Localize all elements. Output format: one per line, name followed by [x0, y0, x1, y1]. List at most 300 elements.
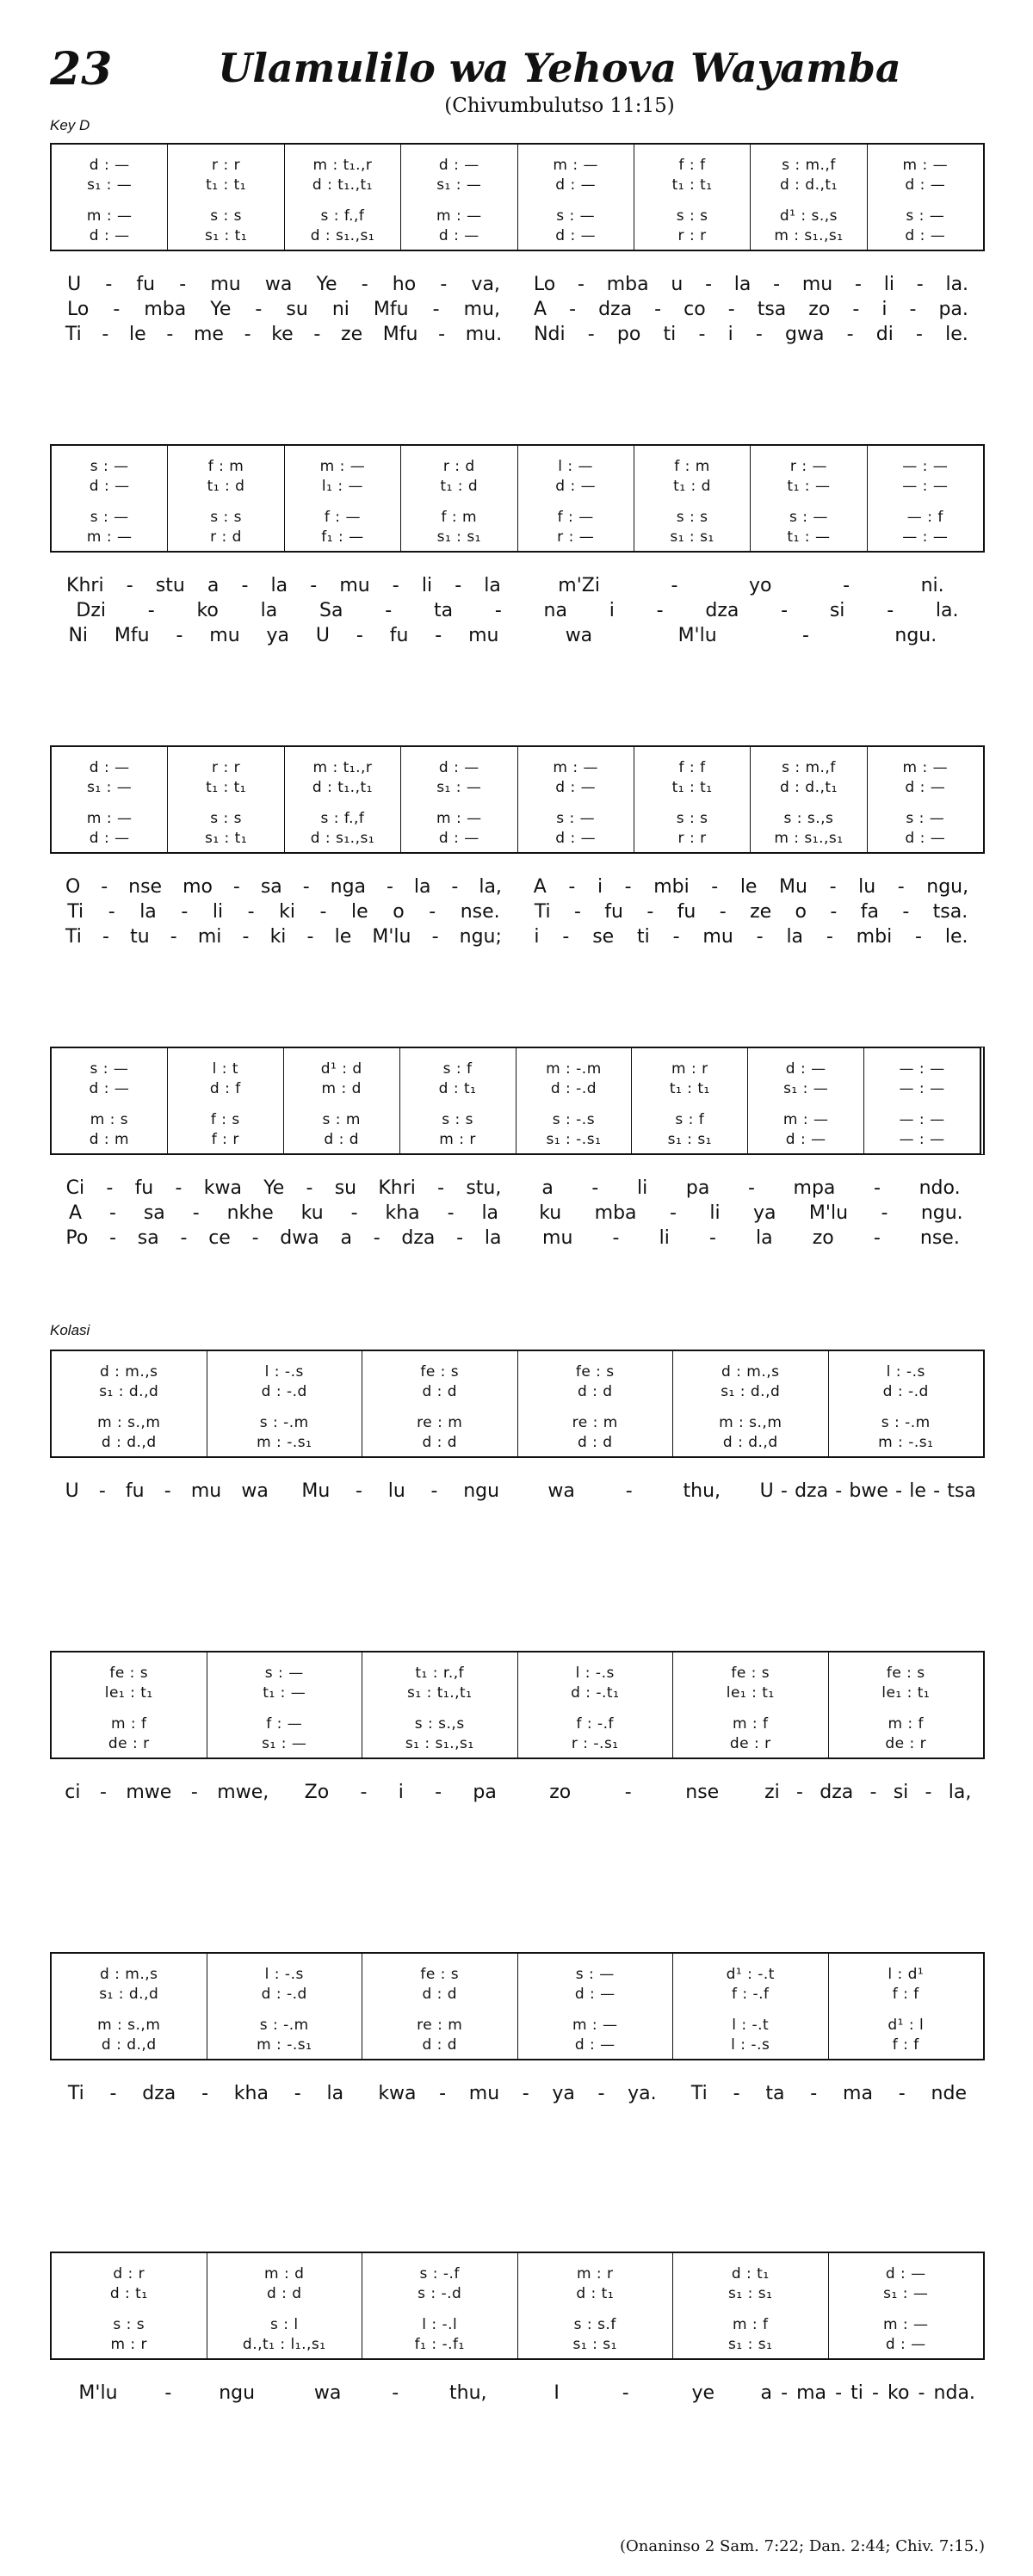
lyric-syllable: a: [340, 1227, 352, 1249]
lyrics-block: [50, 2381, 985, 2406]
voice-notes: d : —: [905, 176, 946, 194]
lyrics-block: [50, 1479, 985, 1504]
voice-notes: s₁ : —: [87, 176, 133, 194]
lyric-syllable: -: [855, 274, 862, 295]
lyric-syllable: mwe: [126, 1782, 172, 1803]
measure: [867, 747, 983, 852]
voice-notes: m : -.s₁: [878, 1433, 934, 1451]
voice-notes: s : f: [675, 1110, 705, 1128]
lyric-syllable: i: [534, 926, 540, 948]
voice-notes: m : —: [572, 2016, 618, 2034]
measure: [207, 1652, 362, 1757]
voice-notes: d : t₁: [576, 2284, 615, 2302]
voice-notes: d : —: [89, 758, 130, 776]
lyric-syllable: -: [656, 600, 664, 621]
voice-notes: d : -.t₁: [571, 1683, 620, 1702]
lyric-syllable: -: [201, 2083, 209, 2104]
lyric-syllable: ta: [765, 2083, 785, 2104]
lyric-syllable: -: [733, 2083, 740, 2104]
lyric-syllable: -: [306, 926, 314, 948]
voice-notes: s₁ : d.,d: [99, 1985, 159, 2003]
lyric-syllable: Mu: [301, 1480, 331, 1502]
lyric-syllable: le: [334, 926, 352, 948]
lyric-syllable: ke: [271, 324, 294, 345]
lyric-line: [50, 322, 985, 347]
voice-notes: fe : s: [575, 1362, 615, 1381]
lyric-syllable: -: [612, 1227, 620, 1249]
voice-notes: l : —: [558, 457, 594, 475]
lyric-line: [50, 623, 985, 648]
lyric-syllable: -: [373, 1227, 380, 1249]
lyric-syllable: kha: [233, 2083, 269, 2104]
voice-notes: s : f: [442, 1059, 473, 1078]
lyric-syllable: nse.: [460, 901, 500, 923]
lyric-syllable: nga: [330, 876, 367, 898]
lyric-syllable: ko: [888, 2382, 910, 2404]
lyric-syllable: fu: [136, 274, 156, 295]
lyric-syllable: mu: [339, 575, 370, 596]
lyric-syllable: wa: [313, 2382, 342, 2404]
voice-notes: s : —: [789, 508, 828, 526]
voice-notes: d : —: [885, 2264, 926, 2283]
voice-notes: m : —: [902, 758, 949, 776]
lyric-syllable: ki: [279, 901, 295, 923]
lyric-line: [50, 573, 985, 598]
lyric-syllable: ya: [552, 2083, 575, 2104]
lyric-syllable: -: [918, 2382, 925, 2404]
lyric-syllable: Mfu: [373, 299, 409, 320]
voice-notes: s : s: [210, 207, 242, 225]
lyric-syllable: zo: [808, 299, 831, 320]
voice-notes: d : d: [422, 2035, 458, 2054]
lyric-syllable: -: [255, 299, 263, 320]
voice-notes: r : r: [212, 758, 241, 776]
lyric-syllable: fu: [389, 625, 409, 646]
voice-notes: m : s₁.,s₁: [774, 829, 844, 847]
lyric-syllable: -: [430, 1480, 438, 1502]
lyric-syllable: Ti: [67, 901, 84, 923]
voice-notes: s₁ : s₁: [667, 1130, 712, 1148]
lyric-syllable: Ye: [263, 1177, 285, 1199]
lyric-syllable: Ti: [690, 2083, 708, 2104]
measure: [52, 446, 167, 551]
lyric-syllable: mba: [594, 1202, 637, 1224]
voice-notes: l : t: [212, 1059, 239, 1078]
lyric-syllable: -: [881, 1202, 888, 1224]
lyric-syllable: ku: [539, 1202, 562, 1224]
lyrics-block: [50, 1780, 985, 1805]
lyric-syllable: le: [129, 324, 146, 345]
voice-notes: d¹ : s.,s: [779, 207, 838, 225]
voice-notes: d : —: [438, 156, 479, 174]
lyric-syllable: -: [781, 2382, 789, 2404]
measure: [362, 1652, 517, 1757]
lyric-syllable: -: [711, 876, 719, 898]
voice-notes: f : f: [678, 156, 706, 174]
voice-notes: m : —: [553, 156, 598, 174]
lyric-syllable: mu: [801, 274, 833, 295]
lyric-syllable: Zo: [304, 1782, 330, 1803]
lyric-line: [50, 272, 985, 297]
lyric-syllable: M'lu: [78, 2382, 118, 2404]
lyric-phrase: [50, 1480, 284, 1502]
lyric-syllable: di: [875, 324, 894, 345]
lyric-syllable: la: [484, 1227, 502, 1249]
lyric-syllable: U: [759, 1480, 774, 1502]
lyric-syllable: kwa: [378, 2083, 417, 2104]
lyric-syllable: -: [192, 1202, 200, 1224]
lyric-syllable: -: [624, 876, 632, 898]
lyric-syllable: -: [719, 901, 727, 923]
voice-notes: m : -.m: [546, 1059, 602, 1078]
lyric-syllable: wa: [565, 625, 593, 646]
lyric-syllable: le: [909, 1480, 926, 1502]
lyric-syllable: -: [897, 876, 905, 898]
lyric-syllable: -: [916, 324, 923, 345]
measure: [284, 145, 400, 250]
lyric-line: [50, 1201, 985, 1226]
lyric-phrase: [517, 901, 985, 923]
lyric-syllable: -: [756, 926, 764, 948]
notation-system: [50, 143, 985, 251]
lyric-syllable: U: [67, 274, 82, 295]
measure: [362, 1954, 517, 2059]
measure: [167, 747, 283, 852]
lyric-syllable: -: [244, 324, 251, 345]
lyric-syllable: -: [455, 575, 462, 596]
lyric-syllable: -: [672, 926, 680, 948]
voice-notes: s : —: [556, 809, 596, 827]
voice-notes: s : s: [210, 508, 242, 526]
hymn-title: Ulamulilo wa Yehova Wayamba: [218, 45, 901, 91]
lyric-syllable: la,: [948, 1782, 972, 1803]
lyric-syllable: -: [871, 2382, 879, 2404]
voice-notes: r : —: [557, 528, 595, 546]
lyric-syllable: -: [437, 1177, 445, 1199]
lyric-syllable: li: [637, 1177, 648, 1199]
lyric-syllable: -: [826, 926, 833, 948]
voice-notes: f₁ : —: [321, 528, 364, 546]
lyric-syllable: -: [846, 324, 854, 345]
voice-notes: s : s: [676, 508, 708, 526]
voice-notes: d : —: [785, 1130, 826, 1148]
voice-notes: t₁ : —: [263, 1683, 306, 1702]
lyric-syllable: A: [68, 1202, 83, 1224]
lyric-line: [50, 874, 985, 899]
lyric-syllable: kwa: [203, 1177, 242, 1199]
voice-notes: s : m: [322, 1110, 361, 1128]
lyric-syllable: a: [760, 2382, 773, 2404]
lyric-syllable: ze: [750, 901, 772, 923]
lyric-line: [50, 1226, 985, 1251]
lyric-syllable: a: [541, 1177, 554, 1199]
lyric-syllable: -: [522, 2083, 529, 2104]
lyric-syllable: -: [494, 600, 502, 621]
lyric-syllable: la,: [479, 876, 502, 898]
lyric-syllable: -: [181, 901, 189, 923]
voice-notes: m : s.,m: [97, 1413, 161, 1431]
voice-notes: fe : s: [886, 1664, 925, 1682]
voice-notes: d : —: [555, 176, 597, 194]
voice-notes: d : —: [905, 778, 946, 796]
lyric-phrase: [517, 1177, 985, 1199]
voice-notes: l₁ : —: [321, 477, 363, 495]
voice-notes: t₁ : r.,f: [415, 1664, 465, 1682]
measure: [517, 747, 634, 852]
voice-notes: m : d: [264, 2264, 305, 2283]
lyric-syllable: -: [113, 299, 121, 320]
lyric-syllable: ze: [341, 324, 363, 345]
lyric-syllable: mba: [606, 274, 649, 295]
voice-notes: r : d: [210, 528, 242, 546]
lyric-syllable: Ye: [316, 274, 337, 295]
voice-notes: m : —: [86, 528, 133, 546]
lyric-phrase: [50, 2083, 362, 2104]
lyric-syllable: -: [573, 901, 581, 923]
voice-notes: m : f: [110, 1714, 147, 1733]
voice-notes: d : t₁.,t₁: [312, 778, 373, 796]
lyric-syllable: mbi: [653, 876, 690, 898]
lyric-syllable: me: [193, 324, 224, 345]
lyric-syllable: thu,: [683, 1480, 721, 1502]
lyric-phrase: [517, 274, 985, 295]
voice-notes: s₁ : —: [87, 778, 133, 796]
voice-notes: f₁ : -.f₁: [414, 2335, 465, 2353]
voice-notes: d : d.,d: [722, 1433, 778, 1451]
voice-notes: l : -.l: [422, 2315, 458, 2333]
voice-notes: m : s: [90, 1110, 129, 1128]
voice-notes: s₁ : t₁: [204, 226, 248, 244]
lyric-syllable: nse: [128, 876, 163, 898]
voice-notes: s : -.f: [419, 2264, 460, 2283]
voice-notes: s : f.,f: [320, 809, 365, 827]
voice-notes: s₁ : s₁: [670, 528, 714, 546]
voice-notes: f : s: [210, 1110, 240, 1128]
lyric-syllable: lu: [858, 876, 876, 898]
lyric-syllable: -: [625, 1480, 633, 1502]
lyric-syllable: -: [108, 1202, 116, 1224]
voice-notes: m : r: [671, 1059, 708, 1078]
lyric-syllable: -: [869, 1782, 877, 1803]
voice-notes: r : d: [442, 457, 475, 475]
voice-notes: d : —: [905, 226, 946, 244]
lyric-syllable: -: [708, 1227, 716, 1249]
measure: [634, 446, 750, 551]
voice-notes: d¹ : d: [320, 1059, 362, 1078]
measure: [517, 1351, 673, 1456]
lyric-syllable: -: [587, 324, 595, 345]
lyric-syllable: sa: [260, 876, 282, 898]
lyric-syllable: A: [534, 299, 547, 320]
lyric-syllable: Dzi: [76, 600, 106, 621]
lyric-syllable: -: [569, 299, 577, 320]
measure: [52, 2253, 207, 2358]
lyric-syllable: -: [874, 1177, 881, 1199]
lyric-line: [50, 1780, 985, 1805]
lyric-line: [50, 2081, 985, 2106]
lyric-syllable: Ti: [65, 324, 82, 345]
lyric-syllable: ho: [392, 274, 417, 295]
lyric-syllable: ya: [752, 1202, 776, 1224]
voice-notes: d : d: [422, 1985, 458, 2003]
lyric-syllable: I: [554, 2382, 560, 2404]
lyric-syllable: -: [392, 2382, 399, 2404]
voice-notes: l : -.s: [264, 1965, 304, 1983]
voice-notes: d : d: [266, 2284, 302, 2302]
lyric-syllable: -: [251, 1227, 259, 1249]
lyric-syllable: dza: [142, 2083, 176, 2104]
measure: [517, 446, 634, 551]
measure: [284, 446, 400, 551]
lyric-syllable: -: [873, 1227, 881, 1249]
voice-notes: d : d.,d: [101, 1433, 157, 1451]
lyric-syllable: -: [166, 324, 174, 345]
voice-notes: s : l: [269, 2315, 299, 2333]
lyric-phrase: [50, 575, 517, 596]
lyric-syllable: -: [909, 299, 917, 320]
lyric-phrase: [517, 1227, 985, 1249]
lyric-syllable: se: [592, 926, 615, 948]
voice-notes: s : —: [264, 1664, 304, 1682]
lyric-syllable: nde: [931, 2083, 967, 2104]
voice-notes: s : -.m: [259, 1413, 309, 1431]
lyric-syllable: -: [356, 1480, 362, 1502]
lyric-syllable: -: [302, 876, 310, 898]
lyric-syllable: -: [109, 2083, 117, 2104]
voice-notes: s : m.,f: [782, 156, 836, 174]
voice-notes: s : —: [575, 1965, 615, 1983]
lyric-syllable: la.: [945, 274, 969, 295]
lyric-syllable: Ti: [534, 901, 551, 923]
voice-notes: s : s: [210, 809, 242, 827]
lyric-syllable: -: [106, 1177, 114, 1199]
lyric-syllable: -: [429, 901, 436, 923]
lyric-phrase: [50, 2382, 284, 2404]
lyric-phrase: [517, 926, 985, 948]
lyric-syllable: mi: [197, 926, 222, 948]
lyric-syllable: la: [733, 274, 752, 295]
measure: [52, 747, 167, 852]
measure: [52, 145, 167, 250]
lyric-syllable: ye: [691, 2382, 715, 2404]
lyric-syllable: dwa: [280, 1227, 319, 1249]
lyric-syllable: li: [421, 575, 433, 596]
lyric-syllable: -: [242, 926, 250, 948]
lyric-phrase: [517, 299, 985, 320]
voice-notes: d : —: [438, 758, 479, 776]
lyric-syllable: mbi: [856, 926, 893, 948]
lyric-phrase: [362, 2083, 673, 2104]
voice-notes: d : —: [555, 829, 597, 847]
voice-notes: de : r: [729, 1734, 771, 1752]
lyric-syllable: -: [843, 575, 851, 596]
lyric-syllable: la: [484, 575, 501, 596]
voice-notes: — : —: [902, 457, 949, 475]
measure: [517, 1954, 673, 2059]
lyric-syllable: -: [126, 575, 133, 596]
lyric-syllable: -: [313, 324, 321, 345]
lyric-syllable: mu: [468, 2083, 500, 2104]
measure: [207, 1351, 362, 1456]
lyric-syllable: le.: [944, 926, 968, 948]
voice-notes: d¹ : -.t: [726, 1965, 775, 1983]
voice-notes: d : —: [89, 1079, 130, 1097]
voice-notes: d : t₁.,t₁: [312, 176, 373, 194]
voice-notes: s₁ : s₁: [436, 528, 481, 546]
voice-notes: s₁ : s₁: [728, 2335, 773, 2353]
lyric-syllable: la: [270, 575, 288, 596]
lyric-syllable: lu: [387, 1480, 405, 1502]
lyric-syllable: ko: [196, 600, 219, 621]
lyric-syllable: va,: [471, 274, 500, 295]
lyric-syllable: -: [902, 901, 910, 923]
lyric-line: [50, 2381, 985, 2406]
lyric-syllable: mwe,: [217, 1782, 269, 1803]
measure: [362, 2253, 517, 2358]
voice-notes: fe : s: [731, 1664, 770, 1682]
lyric-syllable: ndo.: [919, 1177, 961, 1199]
lyric-syllable: ma: [843, 2083, 873, 2104]
lyric-syllable: sa: [143, 1202, 165, 1224]
voice-notes: f : f: [892, 1985, 919, 2003]
lyric-syllable: ngu: [463, 1480, 500, 1502]
lyric-syllable: Mu: [779, 876, 807, 898]
lyric-syllable: -: [247, 901, 255, 923]
measure: [284, 747, 400, 852]
lyric-syllable: ti: [851, 2382, 863, 2404]
measure: [517, 145, 634, 250]
lyric-syllable: Ndi: [534, 324, 566, 345]
notation-system: [50, 1350, 985, 1458]
lyric-syllable: tsa: [757, 299, 787, 320]
lyric-syllable: -: [562, 926, 570, 948]
lyric-syllable: -: [705, 274, 713, 295]
lyrics-block: [50, 573, 985, 648]
lyric-syllable: -: [105, 274, 113, 295]
voice-notes: d : —: [555, 226, 597, 244]
lyric-syllable: -: [624, 1782, 632, 1803]
lyric-syllable: ya: [266, 625, 290, 646]
lyric-syllable: i: [727, 324, 733, 345]
lyric-phrase: [673, 2083, 985, 2104]
lyric-syllable: la: [756, 1227, 773, 1249]
measure: [52, 1048, 167, 1153]
voice-notes: d : t₁: [109, 2284, 148, 2302]
lyric-syllable: -: [622, 2382, 629, 2404]
lyric-phrase: [50, 1177, 517, 1199]
lyric-syllable: ngu;: [459, 926, 502, 948]
lyric-phrase: [50, 324, 517, 345]
lyric-syllable: -: [887, 600, 894, 621]
voice-notes: l : -.s: [886, 1362, 925, 1381]
lyric-syllable: mu: [468, 625, 499, 646]
lyric-syllable: -: [176, 625, 183, 646]
lyric-syllable: -: [852, 299, 860, 320]
voice-notes: s : m.,f: [782, 758, 836, 776]
measure: [750, 145, 866, 250]
lyric-phrase: [50, 625, 517, 646]
lyrics-block: [50, 2081, 985, 2106]
voice-notes: m : s.,m: [97, 2016, 161, 2034]
voice-notes: d : -.d: [882, 1382, 929, 1400]
voice-notes: d : m.,s: [99, 1362, 158, 1381]
voice-notes: — : —: [902, 477, 949, 495]
measure: [400, 446, 516, 551]
lyric-syllable: -: [835, 1480, 843, 1502]
measure: [672, 1954, 828, 2059]
lyric-syllable: le: [739, 876, 758, 898]
lyric-syllable: -: [108, 901, 115, 923]
